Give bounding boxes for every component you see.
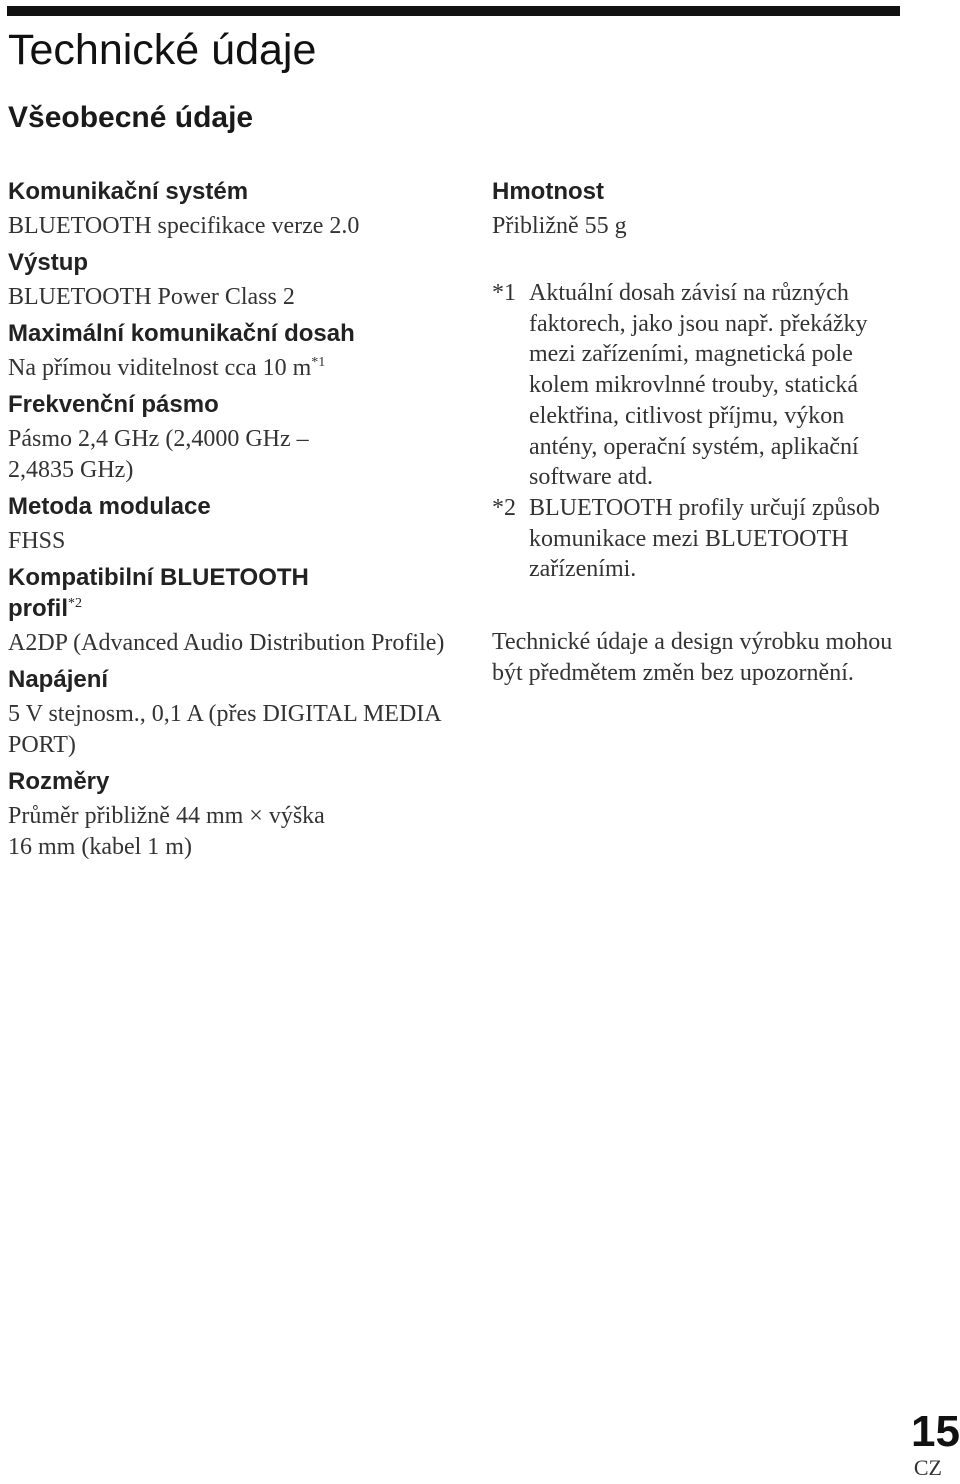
power-value: 5 V stejnosm., 0,1 A (přes DIGITAL MEDIA PORT) [8,701,441,758]
footnote-2-mark: *2 [492,494,516,521]
top-rule [7,6,900,16]
page-number: 15 [911,1407,960,1456]
spec-column-right [492,176,912,712]
weight-label: Hmotnost [492,178,604,205]
footnote-1-text: Aktuální dosah závisí na různých faktorech, jako jsou např. překážky mezi zařízeními, magnetická pole kolem mikrovlnné trouby, statická elektřina, citlivost příjmu, výkon antény, operační systém, aplikační software atd. [529,280,868,491]
footnote-1-mark: *1 [492,280,516,306]
modulation-value: FHSS [8,528,66,554]
page-language: CZ [913,1455,942,1480]
section-subtitle: Všeobecné údaje [8,101,254,134]
footnotes [492,278,912,585]
output-value: BLUETOOTH Power Class 2 [8,284,295,310]
dimensions-label: Rozměry [8,768,110,795]
profile-value: A2DP (Advanced Audio Distribution Profile) [8,630,445,656]
profile-label-line2: profil [8,595,68,622]
dimensions-value-line2: 16 mm (kabel 1 m) [8,834,192,860]
change-notice: Technické údaje a design výrobku mohou být předmětem změn bez upozornění. [492,629,893,686]
footnote-2 [492,493,912,585]
profile-label [8,562,448,624]
frequency-value-line1: Pásmo 2,4 GHz (2,4000 GHz – [8,426,309,452]
modulation-label: Metoda modulace [8,493,211,520]
range-value [8,353,448,384]
dimensions-value-line1: Průměr přibližně 44 mm × výška [8,803,325,829]
range-label: Maximální komunikační dosah [8,320,355,347]
page-title: Technické údaje [8,26,317,74]
frequency-label: Frekvenční pásmo [8,391,219,418]
power-label: Napájení [8,666,109,693]
spec-column-left [8,176,448,863]
output-label: Výstup [8,249,89,276]
footnote-ref-1: *1 [311,355,326,370]
frequency-value-line2: 2,4835 GHz) [8,457,134,483]
footnote-ref-2: *2 [68,596,82,611]
footnote-2-text: BLUETOOTH profily určují způsob komunikace mezi BLUETOOTH zařízeními. [529,494,880,583]
comm-system-value: BLUETOOTH specifikace verze 2.0 [8,213,360,239]
dimensions-value [8,801,448,863]
frequency-value [8,424,448,486]
profile-label-line1: Kompatibilní BLUETOOTH [8,564,309,591]
weight-value: Přibližně 55 g [492,213,627,239]
range-value-text: Na přímou viditelnost cca 10 m [8,355,312,381]
footnote-1 [492,278,912,493]
comm-system-label: Komunikační systém [8,178,249,205]
